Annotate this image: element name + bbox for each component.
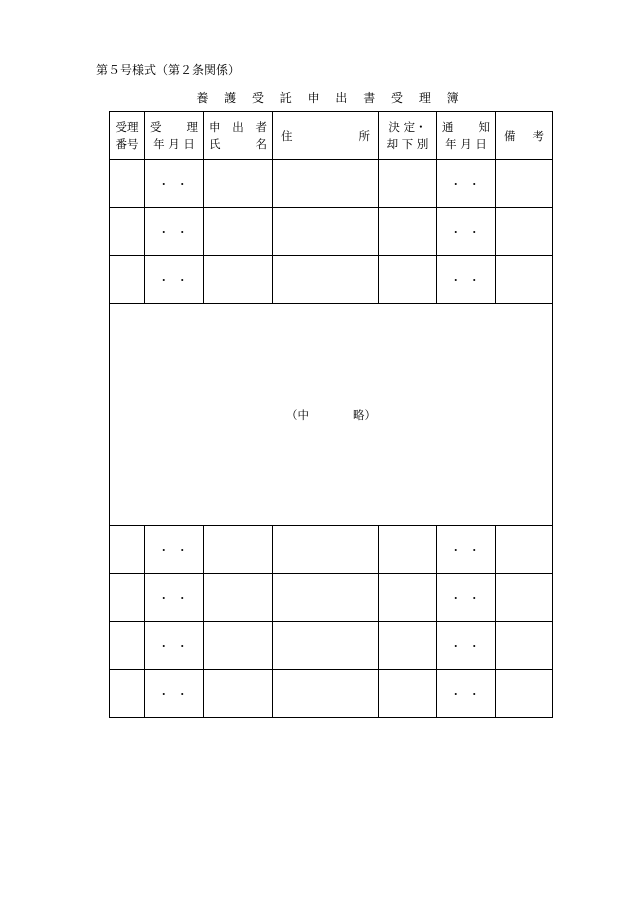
cell-reception-date [145,526,204,574]
omission-close: 略） [353,407,376,422]
header-address-char2: 所 [358,128,370,143]
header-reception-date-line2: 年 月 日 [153,136,195,151]
cell-reception-date [145,574,204,622]
cell-notice-date [437,670,496,718]
header-remarks [496,112,553,160]
cell-decision [379,256,437,304]
cell-notice-date [437,622,496,670]
date-placeholder: ・ ・ [450,687,482,701]
document-title: 養 護 受 託 申 出 書 受 理 簿 [196,91,465,105]
date-placeholder: ・ ・ [450,273,482,287]
header-decision-line2: 却 下 別 [386,136,429,151]
cell-reception-date [145,256,204,304]
date-placeholder: ・ ・ [450,225,482,239]
cell-notice-date [437,160,496,208]
header-reception-no-line2: 番号 [115,136,139,151]
date-placeholder: ・ ・ [158,177,190,191]
omission-cell [110,304,553,526]
date-placeholder: ・ ・ [158,687,190,701]
cell-remarks [496,622,553,670]
cell-remarks [496,160,553,208]
cell-decision [379,526,437,574]
cell-remarks [496,670,553,718]
cell-applicant-name [204,670,273,718]
date-placeholder: ・ ・ [158,225,190,239]
header-reception-no [110,112,145,160]
table-row [110,208,553,256]
header-notice-date-line2: 年 月 日 [445,136,487,151]
table-row [110,622,553,670]
cell-decision [379,670,437,718]
cell-notice-date [437,256,496,304]
header-reception-no-line1: 受理 [115,119,139,134]
cell-remarks [496,256,553,304]
register-table [109,111,553,718]
table-row [110,574,553,622]
cell-reception-no [110,622,145,670]
table-row [110,670,553,718]
cell-reception-no [110,526,145,574]
table-row [110,526,553,574]
cell-applicant-name [204,208,273,256]
rows-before-omission [110,160,553,304]
cell-decision [379,574,437,622]
omission-open: （中 [286,407,309,422]
cell-address [273,574,379,622]
header-remarks-char1: 備 [504,128,516,143]
cell-reception-no [110,160,145,208]
cell-reception-date [145,160,204,208]
date-placeholder: ・ ・ [158,273,190,287]
header-address [273,112,379,160]
form-number: 第５号様式（第２条関係） [96,63,241,77]
cell-notice-date [437,526,496,574]
cell-reception-no [110,670,145,718]
table-row [110,160,553,208]
omission-row [110,304,553,526]
date-placeholder: ・ ・ [450,177,482,191]
cell-applicant-name [204,160,273,208]
cell-reception-no [110,256,145,304]
date-placeholder: ・ ・ [450,639,482,653]
header-name-char2: 名 [255,136,267,151]
cell-reception-no [110,208,145,256]
date-placeholder: ・ ・ [158,591,190,605]
header-address-char1: 住 [281,128,293,143]
header-notice-char2: 知 [478,119,490,134]
cell-remarks [496,574,553,622]
header-applicant-char3: 者 [255,119,267,134]
cell-applicant-name [204,574,273,622]
date-placeholder: ・ ・ [450,543,482,557]
header-name-char1: 氏 [209,136,221,151]
cell-reception-date [145,622,204,670]
header-remarks-char2: 考 [532,128,544,143]
omission-text [286,407,376,423]
cell-address [273,622,379,670]
date-placeholder: ・ ・ [450,591,482,605]
header-row [110,112,553,160]
header-reception-date-char1: 受 [150,119,162,134]
cell-remarks [496,526,553,574]
cell-reception-date [145,208,204,256]
cell-address [273,256,379,304]
cell-decision [379,160,437,208]
cell-address [273,208,379,256]
header-reception-date-char2: 理 [186,119,198,134]
header-applicant-char2: 出 [232,119,244,134]
header-applicant-name [204,112,273,160]
date-placeholder: ・ ・ [158,639,190,653]
cell-remarks [496,208,553,256]
cell-address [273,526,379,574]
cell-applicant-name [204,622,273,670]
cell-notice-date [437,574,496,622]
cell-decision [379,622,437,670]
date-placeholder: ・ ・ [158,543,190,557]
header-decision [379,112,437,160]
header-decision-line1: 決 定・ [388,119,427,134]
cell-applicant-name [204,526,273,574]
cell-notice-date [437,208,496,256]
header-notice-char1: 通 [442,119,454,134]
cell-address [273,670,379,718]
table-row [110,256,553,304]
rows-after-omission [110,526,553,718]
cell-decision [379,208,437,256]
header-notice-date [437,112,496,160]
cell-reception-date [145,670,204,718]
cell-address [273,160,379,208]
header-reception-date [145,112,204,160]
cell-applicant-name [204,256,273,304]
header-applicant-char1: 申 [209,119,221,134]
cell-reception-no [110,574,145,622]
